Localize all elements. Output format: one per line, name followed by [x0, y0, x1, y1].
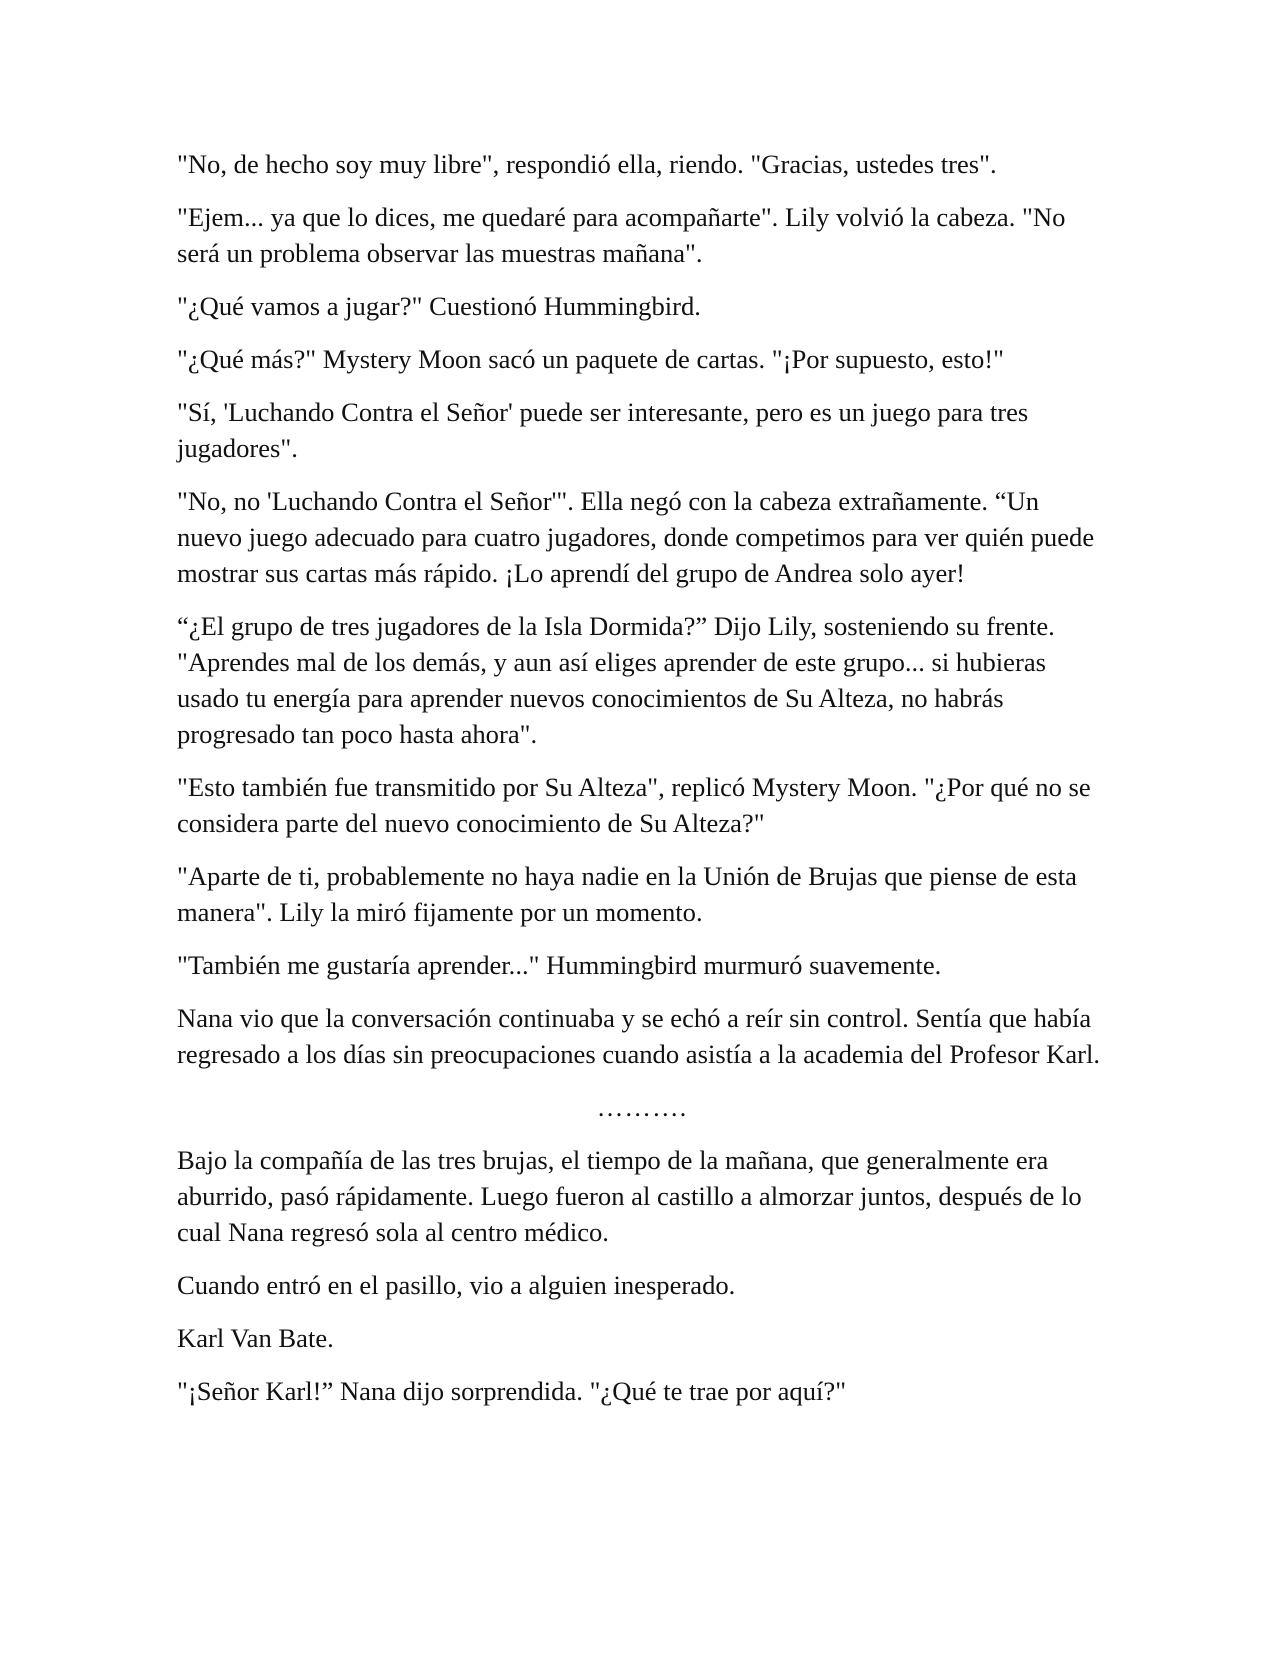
- paragraph: "También me gustaría aprender..." Hummingbird murmuró suavemente.: [177, 950, 942, 980]
- paragraph: Karl Van Bate.: [177, 1323, 334, 1353]
- paragraph: "Aparte de ti, probablemente no haya nadie en la Unión de Brujas que piense de esta manera". Lily la miró fijamente por un momento.: [177, 861, 1077, 927]
- paragraph: "No, no 'Luchando Contra el Señor'". Ella negó con la cabeza extrañamente. “Un nuevo juego adecuado para cuatro jugadores, donde competimos para ver quién puede mostrar sus cartas más rápido. ¡Lo aprendí del grupo de Andrea solo ayer!: [177, 486, 1095, 588]
- document-page: [177, 146, 1107, 1426]
- paragraph: Bajo la compañía de las tres brujas, el tiempo de la mañana, que generalmente era aburrido, pasó rápidamente. Luego fueron al castillo a almorzar juntos, después de lo cual Nana regresó sola al centro médico.: [177, 1145, 1082, 1247]
- paragraph: "¿Qué vamos a jugar?" Cuestionó Hummingbird.: [177, 291, 701, 321]
- paragraph: Cuando entró en el pasillo, vio a alguien inesperado.: [177, 1270, 736, 1300]
- paragraph: "Sí, 'Luchando Contra el Señor' puede ser interesante, pero es un juego para tres jugadores".: [177, 397, 1029, 463]
- paragraph: "¡Señor Karl!” Nana dijo sorprendida. "¿Qué te trae por aquí?": [177, 1376, 847, 1406]
- paragraph: "Esto también fue transmitido por Su Alteza", replicó Mystery Moon. "¿Por qué no se considera parte del nuevo conocimiento de Su Alteza?": [177, 772, 1091, 838]
- paragraph: "¿Qué más?" Mystery Moon sacó un paquete de cartas. "¡Por supuesto, esto!": [177, 344, 1004, 374]
- paragraph: "Ejem... ya que lo dices, me quedaré para acompañarte". Lily volvió la cabeza. "No será un problema observar las muestras mañana".: [177, 202, 1066, 268]
- paragraph: “¿El grupo de tres jugadores de la Isla Dormida?” Dijo Lily, sosteniendo su frente. "Aprendes mal de los demás, y aun así eliges aprender de este grupo... si hubieras usado tu energía para aprender nuevos conocimientos de Su Alteza, no habrás progresado tan poco hasta ahora".: [177, 611, 1055, 749]
- scene-separator: ……….: [596, 1092, 688, 1122]
- paragraph: "No, de hecho soy muy libre", respondió ella, riendo. "Gracias, ustedes tres".: [177, 149, 997, 179]
- paragraph: Nana vio que la conversación continuaba y se echó a reír sin control. Sentía que había regresado a los días sin preocupaciones cuando asistía a la academia del Profesor Karl.: [177, 1003, 1101, 1069]
